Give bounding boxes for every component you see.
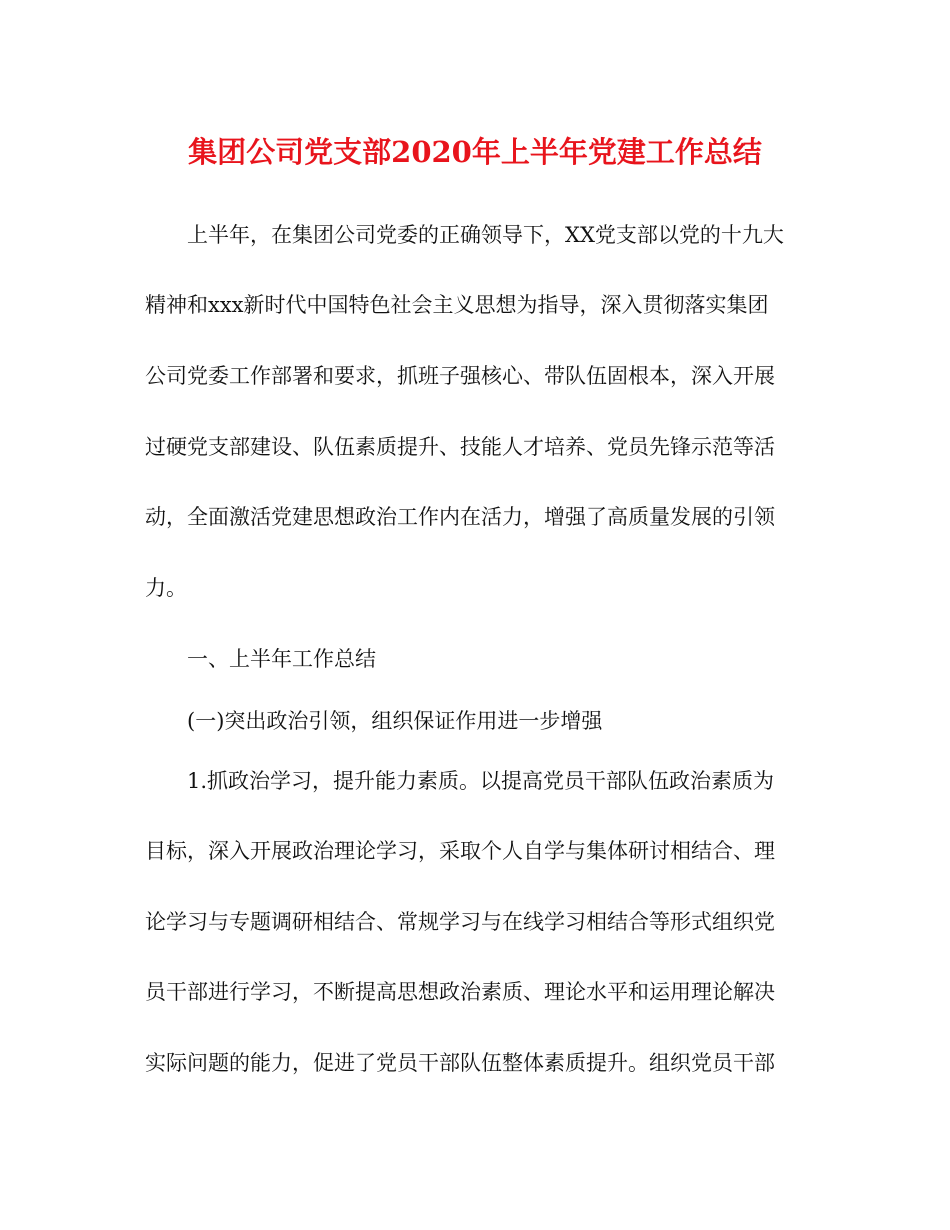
paragraph-line: 公司党委工作部署和要求，抓班子强核心、带队伍固根本，深入开展	[145, 364, 775, 388]
document-title: 集团公司党支部2020年上半年党建工作总结	[188, 135, 762, 169]
paragraph-line: 动，全面激活党建思想政治工作内在活力，增强了高质量发展的引领	[145, 505, 775, 529]
paragraph-line: 目标，深入开展政治理论学习，采取个人自学与集体研讨相结合、理	[145, 839, 775, 863]
subsection-heading: (一)突出政治引领，组织保证作用进一步增强	[187, 709, 603, 733]
paragraph-line: 过硬党支部建设、队伍素质提升、技能人才培养、党员先锋示范等活	[145, 435, 775, 459]
paragraph-line: 上半年，在集团公司党委的正确领导下，XX党支部以党的十九大	[187, 223, 784, 247]
paragraph-line: 1.抓政治学习，提升能力素质。以提高党员干部队伍政治素质为	[187, 769, 775, 793]
paragraph-line: 力。	[145, 576, 187, 600]
section-heading: 一、上半年工作总结	[187, 647, 376, 671]
paragraph-line: 实际问题的能力，促进了党员干部队伍整体素质提升。组织党员干部	[145, 1051, 775, 1075]
paragraph-line: 员干部进行学习，不断提高思想政治素质、理论水平和运用理论解决	[145, 980, 775, 1004]
paragraph-line: 论学习与专题调研相结合、常规学习与在线学习相结合等形式组织党	[145, 910, 775, 934]
paragraph-line: 精神和xxx新时代中国特色社会主义思想为指导，深入贯彻落实集团	[145, 293, 769, 317]
